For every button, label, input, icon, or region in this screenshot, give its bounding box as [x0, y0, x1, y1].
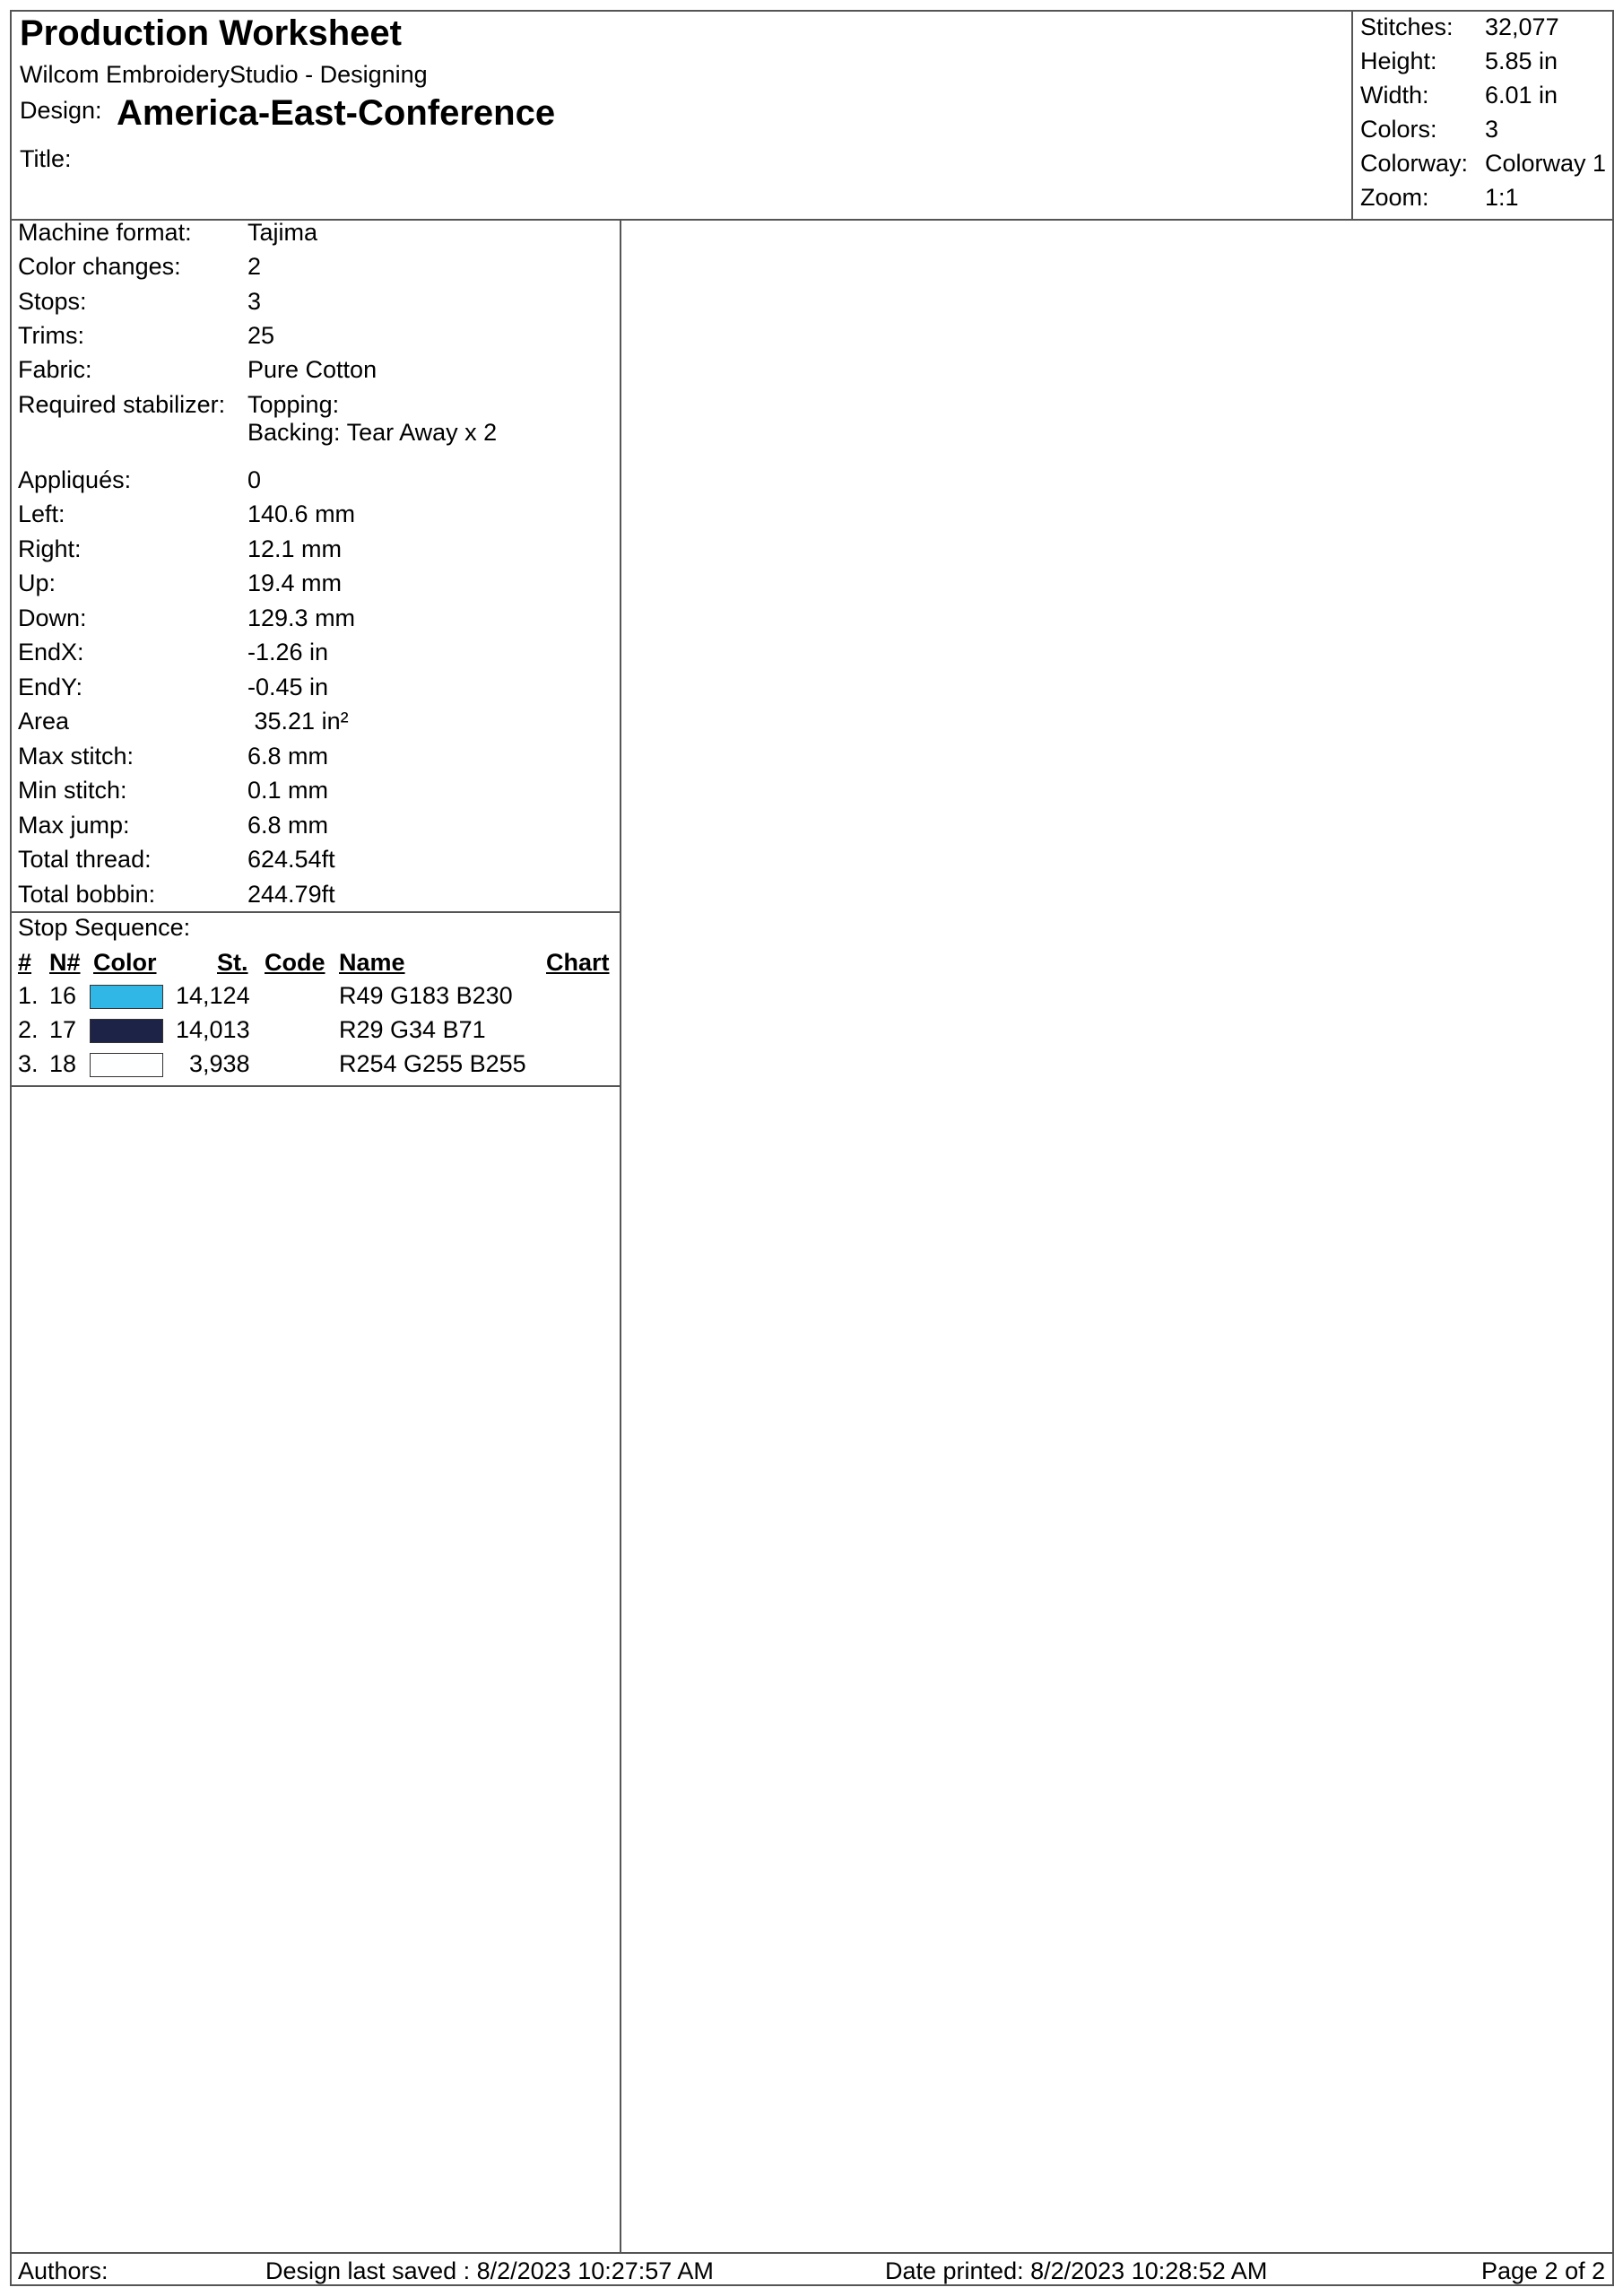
summary-label: Height: [1360, 48, 1437, 74]
info-value: 3 [247, 288, 262, 315]
info-value: 19.4 mm [247, 570, 343, 596]
column-header-color: Color [93, 949, 157, 976]
column-header-num: # [18, 949, 32, 976]
info-value: 624.54ft [247, 846, 335, 873]
info-label: Max jump: [18, 812, 130, 839]
title-label: Title: [20, 145, 72, 172]
info-label: Machine format: [18, 219, 192, 246]
info-value: 0 [247, 466, 262, 493]
info-value: Backing: Tear Away x 2 [247, 419, 498, 446]
date-printed: Date printed: 8/2/2023 10:28:52 AM [885, 2257, 1268, 2284]
info-value: 25 [247, 322, 275, 349]
table-row [12, 982, 620, 1016]
info-label: Total thread: [18, 846, 152, 873]
info-value: -1.26 in [247, 639, 329, 665]
thread-name: R29 G34 B71 [339, 1016, 486, 1043]
info-label: Left: [18, 500, 65, 527]
authors-label: Authors: [18, 2257, 108, 2284]
info-value: Pure Cotton [247, 356, 378, 383]
info-label: Appliqués: [18, 466, 132, 493]
info-value: -0.45 in [247, 674, 329, 700]
info-label: Fabric: [18, 356, 92, 383]
info-value: 6.8 mm [247, 743, 329, 770]
info-label: Area [18, 708, 70, 735]
summary-label: Stitches: [1360, 13, 1454, 40]
column-header-code: Code [265, 949, 325, 976]
color-swatch [90, 1053, 163, 1077]
design-info-column [12, 219, 621, 2252]
info-label: Up: [18, 570, 56, 596]
info-value: 129.3 mm [247, 604, 356, 631]
info-label: Color changes: [18, 253, 181, 280]
last-saved: Design last saved : 8/2/2023 10:27:57 AM [265, 2257, 714, 2284]
design-summary [1351, 12, 1614, 219]
info-label: Max stitch: [18, 743, 135, 770]
info-value: 2 [247, 253, 262, 280]
table-row [12, 1016, 620, 1050]
column-header-chart: Chart [546, 949, 610, 976]
stitch-count: 14,124 [176, 982, 250, 1009]
summary-value: 5.85 in [1485, 48, 1558, 74]
thread-name: R254 G255 B255 [339, 1050, 526, 1077]
summary-label: Colorway: [1360, 150, 1469, 177]
app-subtitle: Wilcom EmbroideryStudio - Designing [20, 61, 428, 88]
info-value: 12.1 mm [247, 535, 343, 562]
summary-label: Width: [1360, 82, 1429, 109]
page-title: Production Worksheet [20, 13, 402, 53]
info-value: Topping: [247, 391, 340, 418]
design-label: Design: [20, 97, 102, 124]
info-value: 35.21 in² [247, 708, 349, 735]
table-row [12, 1050, 620, 1084]
summary-value: 1:1 [1485, 184, 1519, 211]
column-header-stitches: St. [217, 949, 248, 976]
worksheet-footer [12, 2252, 1612, 2286]
worksheet-header [12, 12, 1612, 221]
needle-number: 17 [49, 1016, 77, 1043]
summary-value: 32,077 [1485, 13, 1559, 40]
stitch-count: 3,938 [189, 1050, 250, 1077]
color-swatch [90, 985, 163, 1009]
needle-number: 16 [49, 982, 77, 1009]
info-label: EndY: [18, 674, 83, 700]
info-label: Right: [18, 535, 82, 562]
stop-num: 2. [18, 1016, 39, 1043]
stop-num: 1. [18, 982, 39, 1009]
stop-sequence-title: Stop Sequence: [18, 914, 191, 941]
info-value: Tajima [247, 219, 318, 246]
needle-number: 18 [49, 1050, 77, 1077]
info-label: Trims: [18, 322, 84, 349]
info-label: Total bobbin: [18, 881, 156, 908]
info-label: Stops: [18, 288, 87, 315]
info-label: Required stabilizer: [18, 391, 226, 418]
info-label: Down: [18, 604, 87, 631]
section-divider [12, 911, 620, 913]
column-header-needle: N# [49, 949, 81, 976]
worksheet-page [10, 10, 1614, 2286]
info-label: EndX: [18, 639, 84, 665]
info-value: 6.8 mm [247, 812, 329, 839]
stitch-count: 14,013 [176, 1016, 250, 1043]
stop-num: 3. [18, 1050, 39, 1077]
info-label: Min stitch: [18, 777, 127, 804]
summary-value: 3 [1485, 116, 1499, 143]
column-header-name: Name [339, 949, 405, 976]
thread-name: R49 G183 B230 [339, 982, 513, 1009]
design-name: America-East-Conference [117, 93, 556, 133]
summary-value: Colorway 1 [1485, 150, 1607, 177]
page-number: Page 2 of 2 [1481, 2257, 1606, 2284]
section-divider [12, 1085, 620, 1087]
summary-label: Colors: [1360, 116, 1437, 143]
color-swatch [90, 1019, 163, 1043]
summary-label: Zoom: [1360, 184, 1429, 211]
info-value: 140.6 mm [247, 500, 356, 527]
info-value: 244.79ft [247, 881, 335, 908]
info-value: 0.1 mm [247, 777, 329, 804]
summary-value: 6.01 in [1485, 82, 1558, 109]
